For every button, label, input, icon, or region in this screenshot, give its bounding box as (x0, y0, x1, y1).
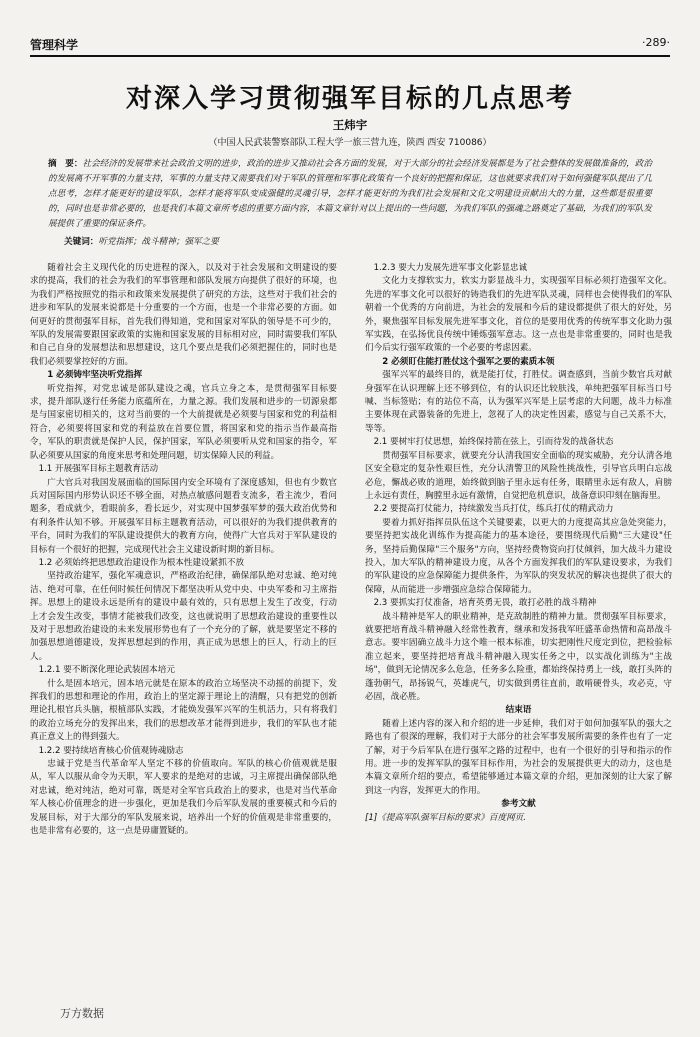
abstract (48, 157, 652, 232)
source-watermark: 万方数据 (60, 1007, 104, 1020)
paragraph: 战斗精神是军人的职业精神，是克敌制胜的精神力量。贯彻强军目标要求，就要把培育战斗精神融入经常性教育，继承和发扬我军旺盛革命热情和高昂战斗意志。要牢固确立战斗力这个唯一根本标准，切实把刚性尺度定到位，把检验标准立起来，要坚持把培育战斗精神融入现实任务之中，以实战化训练为"主战场"，做到无论情况多么危急，任务多么险重，都始终保持勇上一线，敢打头阵的蓬勃朝气，昂扬锐气，英雄虎气，切实做到勇往直前，敢啃硬骨头，攻必克，守必固，战必胜。 (365, 611, 672, 702)
paragraph: 什么是固本培元，固本培元就是在原本的政治立场坚决不动摇的前提下，发挥我们的思想和理论的作用，政治上的坚定源于理论上的清醒，只有把党的创新理论扎根官兵头脑，根植部队实践，才能焕发强军兴军的生机活力，只有将我们的政治立场充分的发挥出来，我们的思想改革才能得到进步，我们的军队也才能真正意义上的得到强大。 (30, 678, 337, 743)
paragraph: 随着上述内容的深入和介绍的进一步延伸，我们对于如何加强军队的强大之路也有了很深的理解，我们对于大部分的社会军事发展所需要的条件也有了一定了解，对于今后军队在进行强军之路的过程中，也有一个很好的引导和指示的作用。进一步的发挥军队的强军目标作用，为社会的发展提供更大的动力，这也是本篇文章所介绍的要点，希望能够通过本篇文章的介绍，更加深刻的让大家了解到这一内容，发挥更大的作用。 (365, 718, 672, 796)
section-heading: 2.3 要抓实打仗准备，培育英勇无畏，敢打必胜的战斗精神 (373, 598, 597, 609)
keywords-text: 听党指挥；战斗精神；强军之要 (98, 237, 219, 247)
keywords (64, 235, 654, 247)
section-heading: 1.2.2 要持续培育核心价值观铸魂励志 (38, 745, 184, 756)
paragraph: 坚持政治建军，强化军魂意识，严格政治纪律，确保部队绝对忠诚、绝对纯洁、绝对可靠，在任何时候任何情况下都坚决听从党中央、中央军委和习主席指挥。思想上的建设永远是所有的建设中最有效的，只有思想上发生了改变，行动上才会发生改变，事情才能被我们改变，这也就说明了思想政治建设的重要性以及对于思想政治建设的未来发展形势也有了一个充分的了解，就是要坚定不移的加强思想道德建设，发挥思想起到的作用，真正成为思想上的巨人，行动上的巨人。 (30, 571, 337, 662)
abstract-text: 社会经济的发展带来社会政治文明的进步，政治的进步又推动社会各方面的发展，对于大部分的社会经济发展都是为了社会整体的发展做准备的，政治的发展离不开军事的力量支持，军事的力量支持又需要我们对于军队的管理和军事化政策有一个良好的把握和保证，这也就要求我们对于如何强健军队提出了几点思考，怎样才能更好的建设军队，怎样才能将军队变成强健的灵魂引导，怎样才能更好的为我们社会发展和文化文明建设贡献出大的力量，这些都是很重要的，同时也是非常必要的，也是我们本篇文章所考虑的重要方面内容，本篇文章针对以上提出的一些问题，为我们军队的强魂之路奠定了基础，为我们的军队发展提供了重要的保证条件。 (48, 159, 652, 229)
paragraph: 忠诚于党是当代革命军人坚定不移的价值取向。军队的核心价值观就是服从，军人以服从命令为天职，军人要求的是绝对的忠诚，习主席提出确保部队绝对忠诚，绝对纯洁，绝对可靠，既是对全军官兵政治上的要求，也是对当代革命军人核心价值理念的进一步强化，更加是我们今后军队发展的重要模式和今后的发展目标，对于大部分的军队发展来说，培养出一个好的价值观是非常重要的，也是非常有必要的，这一点是毋庸置疑的。 (30, 759, 337, 837)
running-header (30, 36, 670, 56)
article-title: 对深入学习贯彻强军目标的几点思考 (125, 84, 574, 114)
page-number: ·289· (642, 36, 670, 49)
section-heading: 1.1 开展强军目标主题教育活动 (38, 464, 159, 475)
paragraph: 文化力支撑软实力，软实力影显战斗力，实现强军目标必须打造强军文化。先进的军事文化可以很好的铸造我们的先进军队灵魂，同样也会使得我们的军队朝着一个优秀的方向前进，为社会的发展和今后的建设都提供了很大的好处，另外，聚焦强军目标发展先进军事文化，首位的是要用优秀的传统军事文化助力强军实践，在弘扬优良传统中锤炼强军意志。这一点也是非常重要的，同时也是我们今后实行强军政策的一个必要的考虑因素。 (365, 276, 672, 354)
abstract-label: 摘 要： (48, 159, 83, 169)
paragraph: 贯彻强军目标要求，就要充分认清我国安全面临的现实威胁，充分认清各地区安全稳定的复杂性艰巨性，充分认清警卫的风险性挑战性，引导官兵明白忘战必危，懈战必败的道理，始终做到脑子里永远有任务，眼睛里永远有敌人，肩膀上永远有责任，胸膛里永远有激情，自觉把危机意识，战备意识印刻在脑海里。 (365, 450, 672, 501)
section-heading: 2 必须盯住能打胜仗这个强军之要的素质本领 (382, 356, 555, 367)
paragraph: 强军兴军的最终目的，就是能打仗，打胜仗。调查感到，当前少数官兵对献身强军在认识理解上还不够到位，有的认识还比较肤浅，单纯把强军目标当口号喊、当标签贴；有的站位不高，认为强军兴军是上层考虑的大问题，战斗力标准主要体现在武器装备的先进上，忽视了人的决定性因素，感觉与自己关系不大，等等。 (365, 370, 672, 434)
header-rule (30, 55, 670, 57)
paragraph: 随着社会主义现代化的历史进程的深入，以及对于社会发展和文明建设的要求的提高，我们的社会为我们的军事管理和部队发展方向提供了很好的环境，也为我们严格按照党的指示和政策来发展提供了研究的方法，这些对于我们社会的进步和军队的发展来说都是十分重要的一个方面，也是一个非常必要的方面。如何更好的贯彻强军目标，首先我们得知道，党和国家对军队的领导是不可少的，军队的发展需要跟国家政策的实施和国家发展的目标相对应，同时需要我们军队和自己自身的发展想法和思想建设，这几个要点是我们必须把握住的，同时也是我们必须要掌控好的方面。 (30, 263, 337, 367)
section-heading: 结束语 (505, 705, 532, 716)
section-heading: 2.2 要提高打仗能力，持续激发当兵打仗，练兵打仗的精武动力 (373, 504, 614, 515)
section-heading: 1 必须铸牢坚决听党指挥 (47, 370, 143, 381)
section-heading: 1.2 必须始终把思想政治建设作为根本性建设紧抓不放 (38, 557, 245, 568)
section-heading: 参考文献 (501, 799, 536, 810)
section-name: 管理科学 (30, 38, 79, 52)
right-column (365, 262, 672, 825)
affiliation: （中国人民武装警察部队工程大学一旅三营九连，陕西 西安 710086） (208, 138, 492, 148)
paragraph: 广大官兵对我国发展面临的国际国内安全环境有了深度感知，但也有少数官兵对国际国内形势认识还不够全面，对热点敏感问题看支流多，看主流少，看问题多，看成就少，看眼前多，看长远少，对实现中国梦强军梦的强大政治优势和有利条件认知不够。开展强军目标主题教育活动，可以很好的为我们提供教育的平台，同时为我们的军队建设提供大的教育方向，使得广大官兵对于军队建设的目标有一个很好的把握，完成现代社会主义建设新时期的新目标。 (30, 477, 337, 555)
section-heading: 2.1 要树牢打仗思想，始终保持箭在弦上，引而待发的战备状态 (373, 437, 614, 448)
paragraph: 要着力抓好指挥员队伍这个关键要素，以更大的力度提高其应急处突能力，要坚持把实战化训练作为提高能力的基本途径，要围绕现代后勤"三大建设"任务，坚持后勤保障"三个服务"方向，坚持经费物资向打仗倾斜，加大战斗力建设投入，加大军队的精神建设力度，从各个方面发挥我们的军队建设要求，为我们的军队建设的应急保障能力提供条件，为军队的突发状况的解决也提供了很大的保障，从而能进一步增强应急综合保障能力。 (365, 517, 672, 595)
author: 王炜宇 (332, 118, 368, 132)
left-column (30, 262, 337, 838)
reference-item: [1]《提高军队强军目标的要求》百度网页. (365, 812, 526, 823)
section-heading: 1.2.3 要大力发展先进军事文化影显忠诚 (373, 263, 528, 273)
paragraph: 听党指挥，对党忠诚是部队建设之魂，官兵立身之本，是贯彻强军目标要求，提升部队遂行任务能力底蕴所在，力量之源。我们发展和进步的一切源泉都是与国家密切相关的，这对当前要的一个大前提就是必须要与国家和党的利益相符合，必须要将国家和党的利益放在首要位置，将国家和党的指示当作最高指令，军队的职责就是保护人民，保护国家，军队必须要听从党和国家的指令，军队必须要从国家的角度来思考和处理问题，切实保障人民的利益。 (30, 383, 337, 461)
keywords-label: 关键词： (64, 237, 99, 247)
section-heading: 1.2.1 要不断深化理论武装固本培元 (38, 665, 175, 676)
